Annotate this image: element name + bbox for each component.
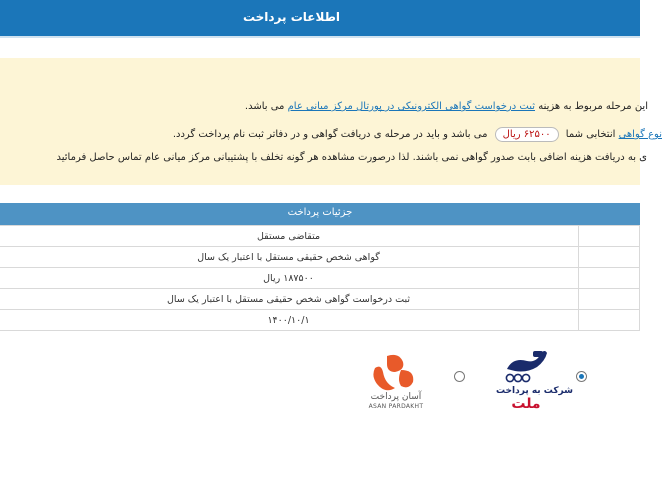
asan-gateway-radio[interactable] [454,371,465,382]
header-divider [0,36,640,38]
applicant-type-value: متقاضی مستقل [0,226,579,247]
payment-details-title: جزئیات پرداخت [287,207,353,218]
date-value: ۱۴۰۰/۱۰/۱ [0,310,579,331]
amount-value: ۱۸۷۵۰۰ ریال [0,268,579,289]
notice-line-1-end: می باشد. [244,101,285,112]
row-label-cell [579,226,640,247]
notice-line-2-text: انتخابی شما [565,129,616,140]
asan-latin-name: ASAN PARDAKHT [368,403,424,410]
certificate-type-link[interactable]: نوع گواهی [618,129,662,140]
row-label-cell [579,268,640,289]
notice-line-2 [173,127,662,142]
certificate-fee-badge: ۶۲۵۰۰ ریال [495,127,559,142]
asan-persian-name: آسان پرداخت [370,392,422,402]
payment-details-header [0,203,640,225]
notice-line-2-end: می باشد و باید در مرحله ی دریافت گواهی و در دفاتر ثبت نام پرداخت گردد. [172,129,488,140]
portal-request-link[interactable]: ثبت درخواست گواهی الکترونیکی در پورتال مرکز میانی عام [287,101,536,112]
notice-line-3: ی به دریافت هزینه اضافی بابت صدور گواهی نمی باشند. لذا درصورت مشاهده هر گونه تخلف با پشتیبانی مرکز میانی عام تماس حاصل فرمائید [56,152,647,163]
page-header [0,0,640,36]
payment-notice [0,58,662,185]
page-title: اطلاعات پرداخت [242,10,340,24]
payment-details-table [0,225,640,331]
table-row [0,247,640,268]
table-row [0,226,640,247]
table-row [0,289,640,310]
description-value: ثبت درخواست گواهی شخص حقیقی مستقل با اعتبار یک سال [0,289,579,310]
row-label-cell [579,289,640,310]
table-row [0,310,640,331]
table-row [0,268,640,289]
row-label-cell [579,310,640,331]
mellat-company-name: شرکت به پرداخت [496,386,574,396]
mellat-brand-name: ملت [511,396,541,412]
certificate-type-value: گواهی شخص حقیقی مستقل با اعتبار یک سال [0,247,579,268]
notice-line-1 [245,101,648,112]
row-label-cell [579,247,640,268]
notice-line-1-text: این مرحله مربوط به هزینه [538,101,648,112]
mellat-gateway-radio[interactable] [576,371,587,382]
